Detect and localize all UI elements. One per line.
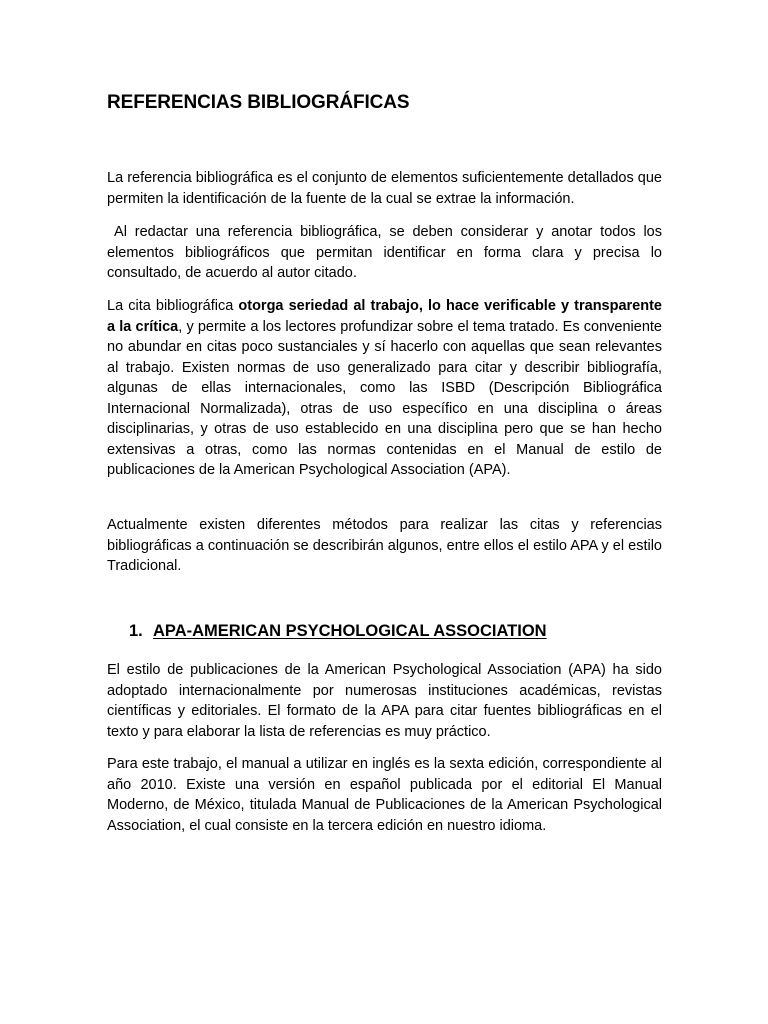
paragraph-cita <box>107 296 662 481</box>
paragraph-metodos: Actualmente existen diferentes métodos para realizar las citas y referencias bibliográficas a continuación se describirán algunos, entre ellos el estilo APA y el estilo Tradicional. <box>107 517 662 574</box>
paragraph-redactar <box>107 222 662 284</box>
section-heading-apa <box>129 622 547 641</box>
paragraph-apa-estilo: El estilo de publicaciones de la American Psychological Association (APA) ha sido adoptado internacionalmente por numerosas instituciones académicas, revistas científicas y editoriales. El formato de la APA para citar fuentes bibliográficas en el texto y para elaborar la lista de referencias es muy práctico. <box>107 662 662 740</box>
document-title: REFERENCIAS BIBLIOGRÁFICAS <box>107 92 410 113</box>
paragraph-apa-manual: Para este trabajo, el manual a utilizar en inglés es la sexta edición, correspondiente al año 2010. Existe una versión en español publicada por el editorial El Manual Moderno, de México, titulada Manual de Publicaciones de la American Psychological Association, el cual consiste en la tercera edición en nuestro idioma. <box>107 756 662 834</box>
paragraph-cita-start: La cita bibliográfica <box>107 298 239 314</box>
paragraph-cita-bold: otorga seriedad al trabajo, lo hace verificable y transparente a la crítica <box>107 298 662 335</box>
section-heading-text: APA-AMERICAN PSYCHOLOGICAL ASSOCIATION <box>153 622 547 640</box>
paragraph-cita-end: , y permite a los lectores profundizar sobre el tema tratado. Es conveniente no abundar en citas poco sustanciales y sí hacerlo con aquellas que sean relevantes al trabajo. Existen normas de uso generalizado para citar y describir bibliografía, algunas de ellas internacionales, como las ISBD (Descripción Bibliográfica Internacional Normalizada), otras de uso específico en una disciplina o áreas disciplinarias, y otras de uso establecido en una disciplina pero que se han hecho extensivas a otras, como las normas contenidas en el Manual de estilo de publicaciones de la American Psychological Association (APA). <box>107 318 662 478</box>
paragraph-definition: La referencia bibliográfica es el conjunto de elementos suficientemente detallados que permiten la identificación de la fuente de la cual se extrae la información. <box>107 170 662 207</box>
paragraph-redactar-text: Al redactar una referencia bibliográfica, se deben considerar y anotar todos los elementos bibliográficos que permitan identificar en forma clara y precisa lo consultado, de acuerdo al autor citado. <box>107 224 662 281</box>
section-number: 1. <box>129 622 143 640</box>
